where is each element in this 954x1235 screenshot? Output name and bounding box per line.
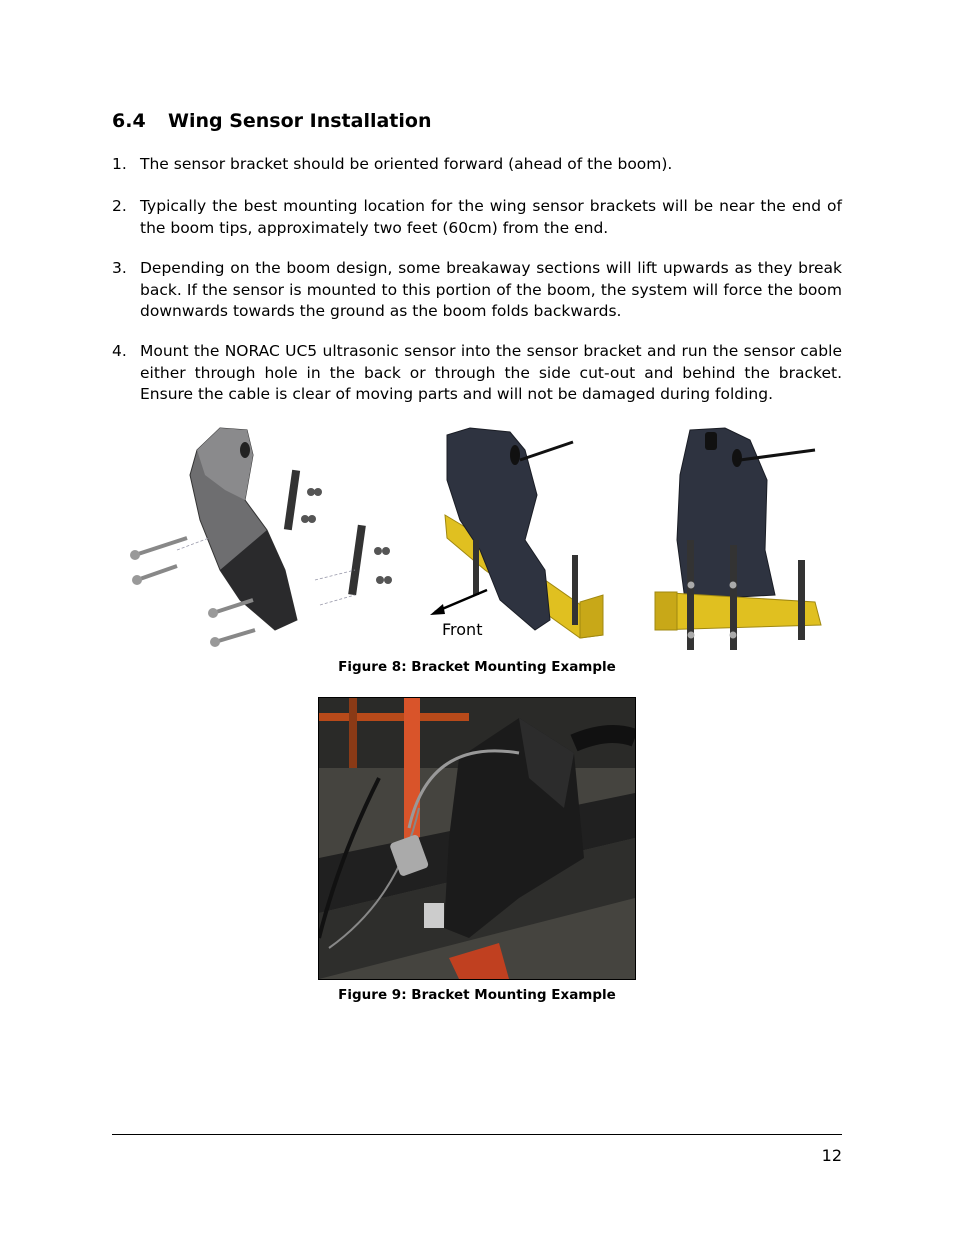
bracket-photo-image — [319, 698, 635, 979]
section-heading — [112, 110, 432, 132]
footer-rule — [112, 1134, 842, 1135]
list-item-text: Depending on the boom design, some breakaway sections will lift upwards as they break back. If the sensor is mounted to this portion of the boom, the system will force the boom downwards towards the ground as the boom folds backwards. — [140, 259, 842, 320]
figure-8-caption: Figure 8: Bracket Mounting Example — [338, 659, 616, 675]
list-item-text: Mount the NORAC UC5 ultrasonic sensor into the sensor bracket and run the sensor cable either through hole in the back or through the side cut-out and behind the bracket. Ensure the cable is clear of moving parts and will not be damaged during folding. — [140, 342, 842, 403]
side-mount-bracket-drawing — [430, 428, 603, 638]
list-item-number: 3. — [112, 259, 127, 277]
section-title: Wing Sensor Installation — [168, 110, 432, 132]
list-item-number: 4. — [112, 342, 127, 360]
list-item-text: The sensor bracket should be oriented forward (ahead of the boom). — [140, 155, 673, 173]
section-number: 6.4 — [112, 110, 146, 132]
list-item — [112, 258, 842, 323]
list-item-number: 2. — [112, 197, 127, 215]
list-item-number: 1. — [112, 155, 127, 173]
front-mount-bracket-drawing — [655, 428, 821, 650]
list-item — [112, 341, 842, 406]
front-label: Front — [442, 620, 483, 639]
figure-9-photo — [318, 697, 636, 980]
exploded-bracket-drawing — [130, 428, 392, 647]
list-item-text: Typically the best mounting location for the wing sensor brackets will be near the end of the boom tips, approximately two feet (60cm) from the end. — [140, 197, 842, 237]
page-number: 12 — [821, 1146, 842, 1165]
list-item — [112, 154, 842, 176]
figure-9-caption: Figure 9: Bracket Mounting Example — [338, 987, 616, 1003]
list-item — [112, 196, 842, 239]
